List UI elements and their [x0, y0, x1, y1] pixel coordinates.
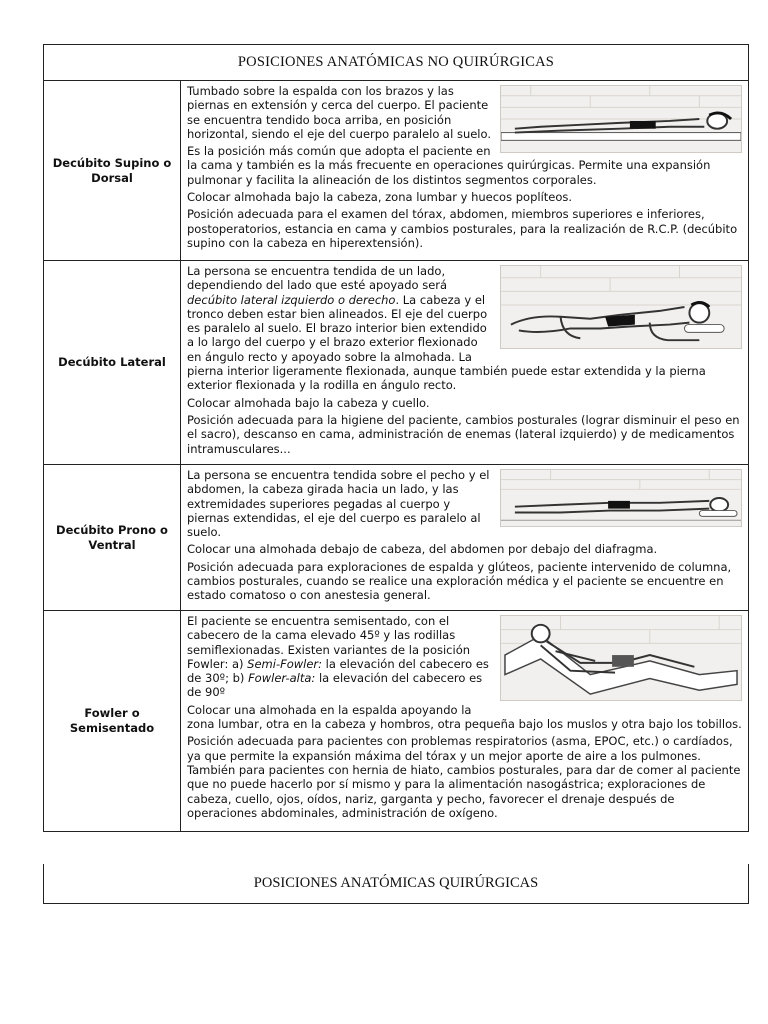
- table-title: POSICIONES ANATÓMICAS NO QUIRÚRGICAS: [44, 45, 748, 81]
- paragraph: Colocar una almohada en la espalda apoyando la zona lumbar, otra en la cabeza y hombros, otra pequeña bajo los muslos y otra bajo los tobillos.: [187, 702, 742, 732]
- row-label: Decúbito Prono o Ventral: [44, 465, 181, 610]
- table-row-supine: [44, 81, 748, 261]
- table-border: [43, 864, 44, 878]
- emphasis-text: Fowler-alta:: [248, 671, 316, 686]
- text-span: La persona se encuentra tendida de un lado, dependiendo del lado que esté apoyado será: [187, 264, 448, 293]
- text-span: . La cabeza y el tronco deben estar bien alineados. El eje del cuerpo es paralelo al suelo. El brazo interior bien extendido a lo largo del cuerpo y el brazo exterior flexionado en ángulo recto y apoyado sobre la almohada. La pierna interior ligeramente flexionada, aunque también puede estar extendida y la pierna exterior flexionada y la rodilla en ángulo recto.: [187, 292, 706, 393]
- row-content: [181, 465, 748, 610]
- emphasis-text: decúbito lateral izquierdo o derecho: [187, 292, 396, 307]
- supine-position-illustration: [500, 85, 742, 153]
- table-row-prone: [44, 465, 748, 611]
- fowler-position-illustration: [500, 615, 742, 701]
- row-label: Decúbito Supino o Dorsal: [44, 81, 181, 260]
- paragraph: Posición adecuada para el examen del tórax, abdomen, miembros superiores e inferiores, postoperatorios, estancia en cama y cambios posturales, para la realización de R.C.P. (decúbito supino con la cabeza en hiperextensión).: [187, 207, 738, 250]
- prone-position-illustration: [500, 469, 742, 527]
- text-span: la elevación del cabecero es de 30º; b): [187, 656, 489, 686]
- text-span: El paciente se encuentra semisentado, con el cabecero de la cama elevado 45º y las rodillas semiflexionadas. Existen variantes de la posición Fowler: a): [187, 614, 471, 671]
- paragraph: Colocar almohada bajo la cabeza y cuello.: [187, 395, 430, 410]
- text-span: la elevación del cabecero es de 90º: [187, 671, 483, 700]
- paragraph: Tumbado sobre la espalda con los brazos y las piernas en extensión y cerca del cuerpo. El paciente se encuentra tendido boca arriba, en posición horizontal, siendo el eje del cuerpo paralelo al suelo.: [187, 84, 491, 141]
- paragraph: Es la posición más común que adopta el paciente en la cama y también es la más frecuente en operaciones quirúrgicas. Permite una expansión pulmonar y facilita la alineación de los distintos segmentos corporales.: [187, 144, 711, 187]
- paragraph: Posición adecuada para la higiene del paciente, cambios posturales (lograr disminuir el peso en el sacro), descanso en cama, administración de enemas (lateral izquierdo) y de medicamentos intramusculares...: [187, 412, 740, 456]
- paragraph: Colocar almohada bajo la cabeza, zona lumbar y huecos poplíteos.: [187, 190, 573, 205]
- row-label: Decúbito Lateral: [44, 261, 181, 464]
- paragraph: Posición adecuada para exploraciones de espalda y glúteos, paciente intervenido de columna, cambios posturales, cuando se realice una exploración médica y el paciente se encuentre en estado comatoso o con anestesia general.: [187, 559, 732, 603]
- table-row-fowler: [44, 611, 748, 831]
- paragraph: La persona se encuentra tendida sobre el pecho y el abdomen, la cabeza girada hacia un lado, y las extremidades superiores pegadas al cuerpo y piernas extendidas, el eje del cuerpo es paralelo al suelo.: [187, 468, 490, 540]
- surgical-positions-table-header: [43, 864, 749, 904]
- non-surgical-positions-table: [43, 44, 749, 832]
- row-content: [181, 261, 748, 464]
- row-content: [181, 611, 748, 831]
- emphasis-text: Semi-Fowler:: [247, 656, 323, 671]
- table-title: POSICIONES ANATÓMICAS QUIRÚRGICAS: [253, 875, 539, 891]
- paragraph: Colocar una almohada debajo de cabeza, del abdomen por debajo del diafragma.: [187, 542, 658, 557]
- row-label: Fowler o Semisentado: [44, 611, 181, 831]
- table-row-lateral: [44, 261, 748, 465]
- row-content: [181, 81, 748, 260]
- table-border: [748, 864, 749, 878]
- paragraph: Posición adecuada para pacientes con problemas respiratorios (asma, EPOC, etc.) o cardíados, ya que permite la expansión máxima del tórax y un mejor aporte de aire a los pulmones. También para pacientes con hernia de hiato, cambios posturales, para dar de comer al paciente que no puede hacerlo por sí mismo y para la alimentación nasogástrica; exploraciones de cabeza, cuello, ojos, oídos, nariz, garganta y pecho, favorecer el drenaje después de operaciones abdominales, administración de oxígeno.: [187, 734, 741, 820]
- lateral-position-illustration: [500, 265, 742, 349]
